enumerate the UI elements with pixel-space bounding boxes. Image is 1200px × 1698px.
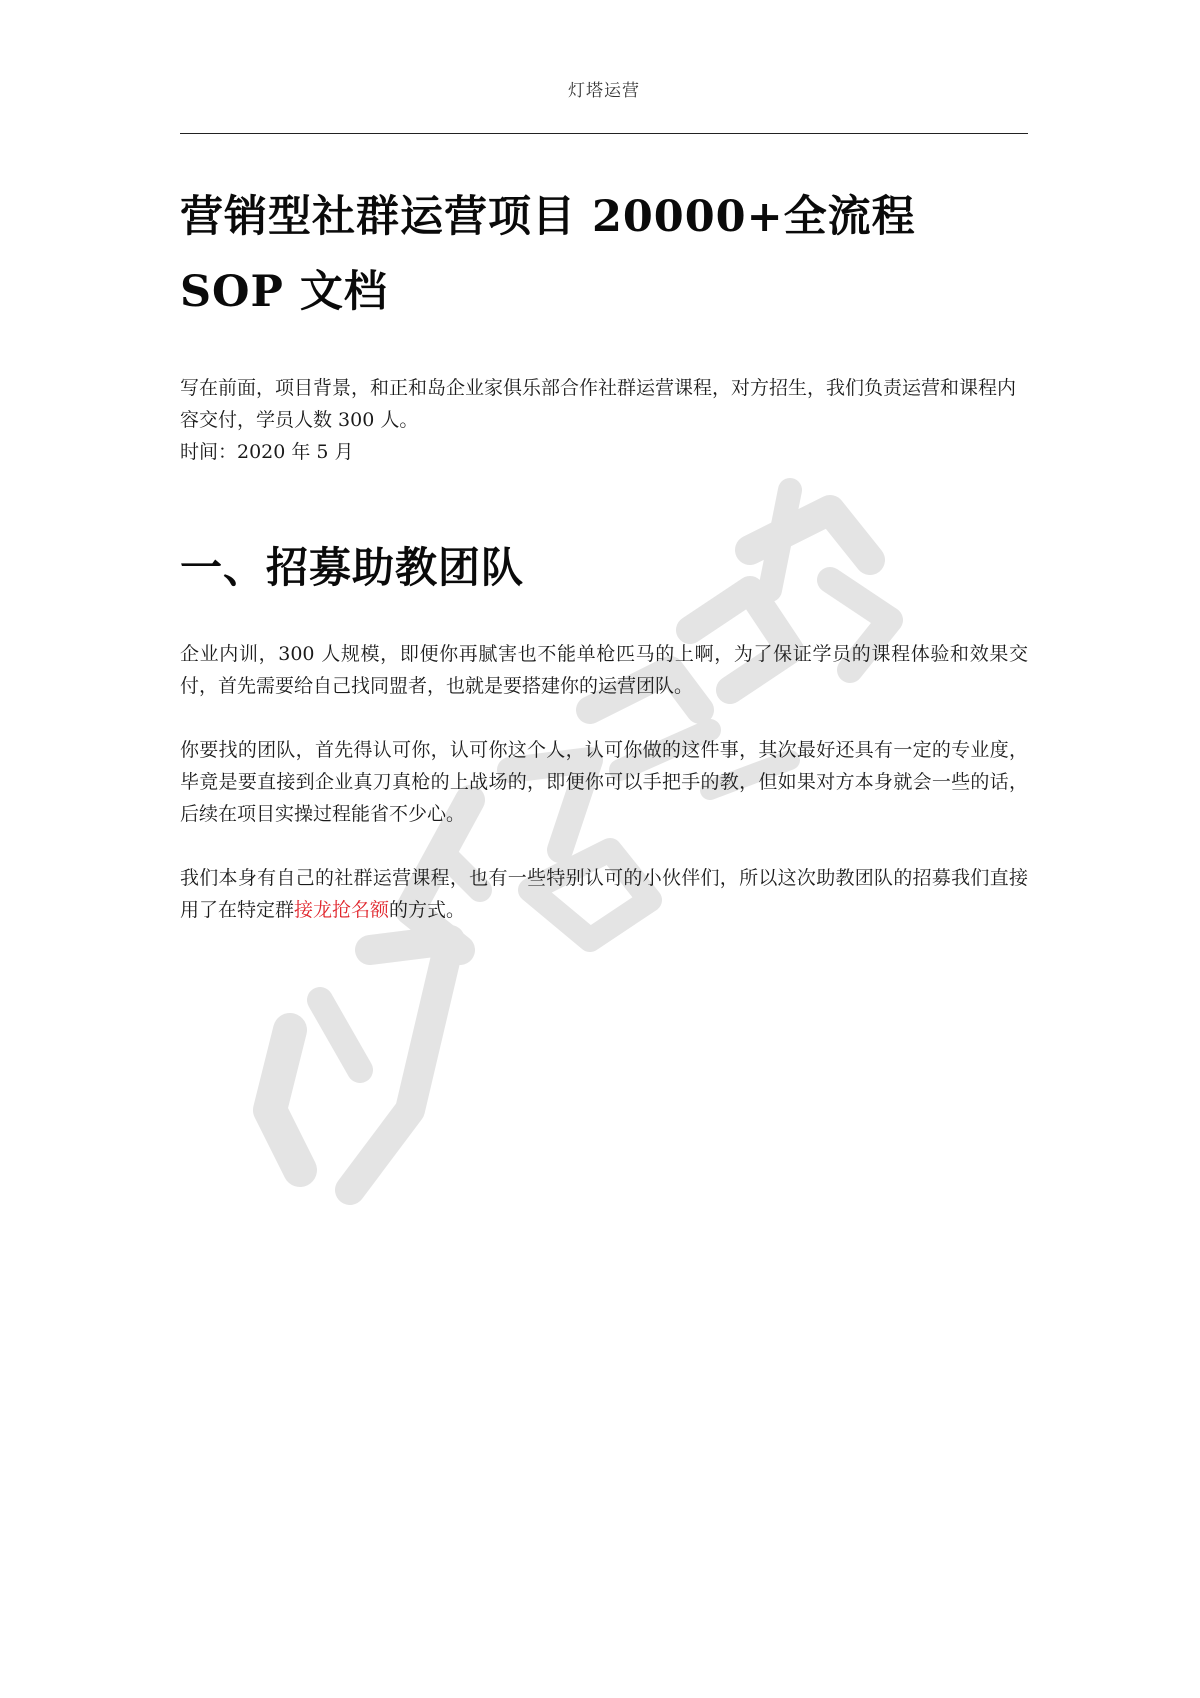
paragraph-3-text-before: 我们本身有自己的社群运营课程，也有一些特别认可的小伙伴们，所以这次助教团队的招募我们直接用了在特定群 bbox=[180, 867, 1028, 921]
intro-time: 时间：2020 年 5 月 bbox=[180, 441, 354, 463]
header-text: 灯塔运营 bbox=[568, 81, 640, 101]
intro-block bbox=[180, 372, 1028, 468]
document-body bbox=[180, 180, 1028, 926]
document-title: 营销型社群运营项目 20000+全流程 SOP 文档 bbox=[180, 192, 916, 317]
page-header bbox=[180, 80, 1028, 134]
section1-paragraph-2: 你要找的团队，首先得认可你，认可你这个人，认可你做的这件事，其次最好还具有一定的专业度，毕竟是要直接到企业真刀真枪的上战场的，即便你可以手把手的教，但如果对方本身就会一些的话，后续在项目实操过程能省不少心。 bbox=[180, 739, 1028, 825]
paragraph-3-text-after: 的方式。 bbox=[389, 899, 466, 921]
section-heading-recruit-team: 一、招募助教团队 bbox=[180, 543, 525, 592]
highlight-text: 接龙抢名额 bbox=[294, 899, 390, 921]
intro-background: 写在前面，项目背景，和正和岛企业家俱乐部合作社群运营课程，对方招生，我们负责运营和课程内容交付，学员人数 300 人。 bbox=[180, 377, 1017, 431]
section1-paragraph-1: 企业内训，300 人规模，即便你再腻害也不能单枪匹马的上啊，为了保证学员的课程体验和效果交付，首先需要给自己找同盟者，也就是要搭建你的运营团队。 bbox=[180, 643, 1028, 697]
section1-paragraph-3 bbox=[180, 862, 1028, 926]
